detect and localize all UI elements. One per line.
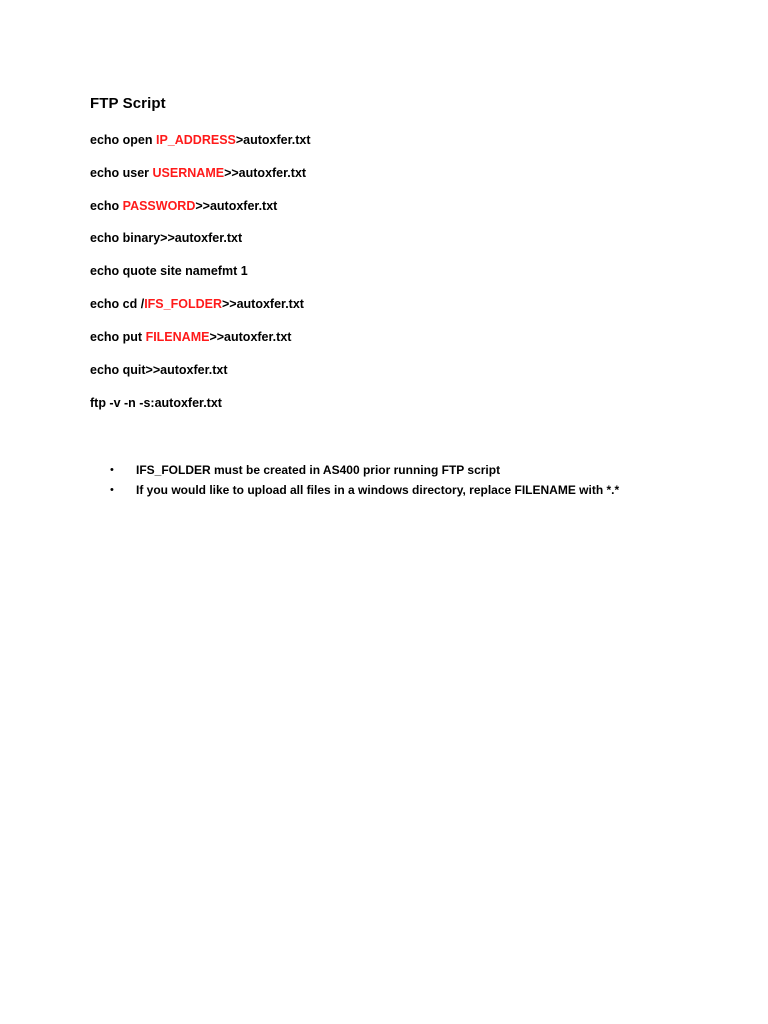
document-title: FTP Script [90,95,166,112]
list-item [110,482,619,502]
bullet-icon: • [110,464,114,476]
script-line-binary [90,231,242,245]
placeholder-password: PASSWORD [122,199,196,213]
script-line-cd [90,297,304,311]
note-text: IFS_FOLDER must be created in AS400 prior running FTP script [136,463,501,477]
script-text: >>autoxfer.txt [195,199,278,213]
script-text: echo quote site namefmt 1 [90,264,248,278]
script-text: echo put [90,330,146,344]
script-text: echo cd / [90,297,145,311]
script-text: >>autoxfer.txt [209,330,292,344]
script-text: echo binary>>autoxfer.txt [90,231,243,245]
script-line-ftp [90,396,222,410]
script-text: >>autoxfer.txt [224,166,307,180]
script-text: >>autoxfer.txt [221,297,304,311]
placeholder-ip-address: IP_ADDRESS [155,133,236,147]
script-text: ftp -v -n -s:autoxfer.txt [90,396,222,410]
list-item [110,462,619,482]
placeholder-username: USERNAME [152,166,225,180]
script-text: echo [90,199,123,213]
script-text: echo open [90,133,156,147]
notes-list [110,462,619,502]
script-text: echo quit>>autoxfer.txt [90,363,228,377]
script-line-put [90,330,291,344]
note-text: If you would like to upload all files in a windows directory, replace FILENAME with *.* [136,483,620,497]
bullet-icon: • [110,484,114,496]
script-line-quit [90,363,228,377]
script-line-open [90,133,311,147]
script-line-namefmt [90,264,248,278]
placeholder-filename: FILENAME [145,330,210,344]
placeholder-ifs-folder: IFS_FOLDER [144,297,222,311]
script-line-password [90,199,277,213]
script-line-user [90,166,306,180]
script-text: echo user [90,166,153,180]
script-text: >autoxfer.txt [235,133,311,147]
